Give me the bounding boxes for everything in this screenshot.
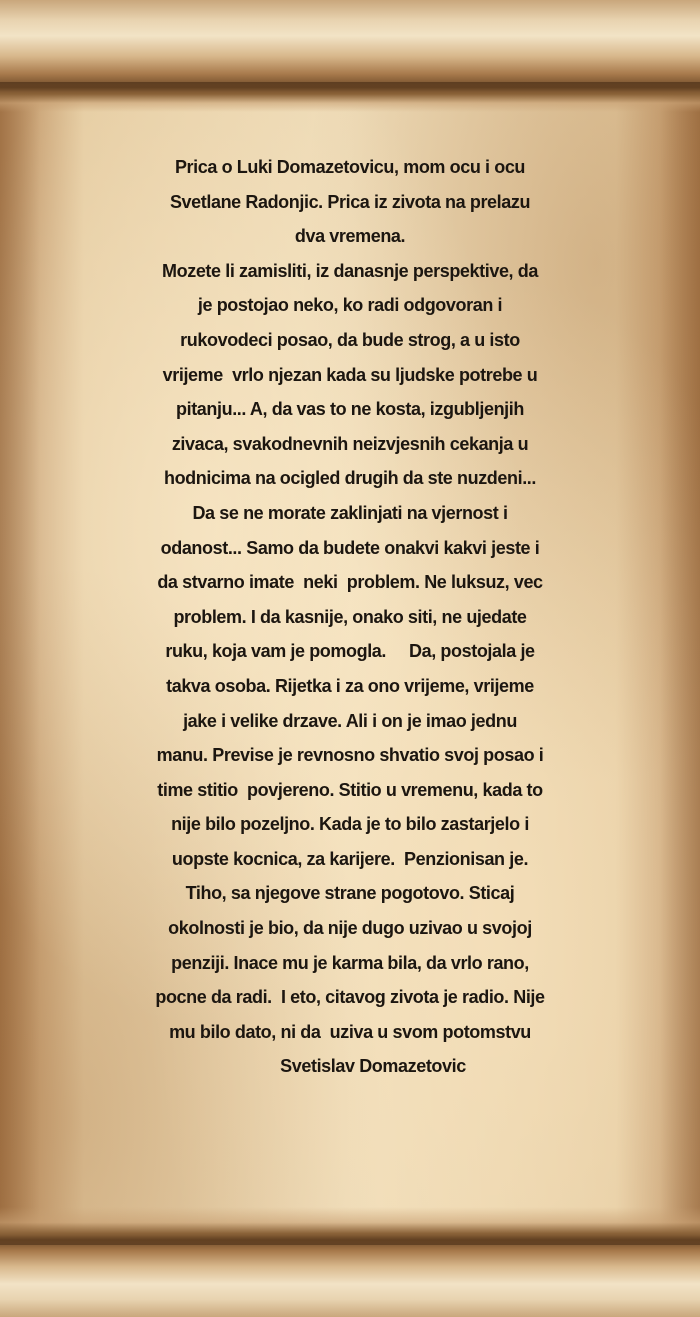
story-line: nije bilo pozeljno. Kada je to bilo zastarjelo i — [171, 814, 529, 835]
story-line: Prica o Luki Domazetovicu, mom ocu i ocu — [174, 157, 526, 177]
story-line: jake i velike drzave. Ali i on je imao jednu — [183, 710, 517, 731]
story-line: takva osoba. Rijetka i za ono vrijeme, vrijeme — [166, 675, 534, 696]
story-line: time stitio povjereno. Stitio u vremenu, kada to — [157, 779, 543, 800]
story-line: problem. I da kasnije, onako siti, ne ujedate — [173, 606, 527, 627]
story-line: vrijeme vrlo njezan kada su ljudske potrebe u — [162, 364, 538, 385]
story-line: pocne da radi. I eto, citavog zivota je radio. Nije — [155, 987, 545, 1008]
story-line: okolnosti je bio, da nije dugo uzivao u svojoj — [168, 918, 532, 939]
story-line: je postojao neko, ko radi odgovoran i — [197, 295, 503, 316]
scroll-top-roll — [0, 0, 700, 112]
story-line: odanost... Samo da budete onakvi kakvi jeste i — [160, 537, 540, 558]
story-line: hodnicima na ocigled drugih da ste nuzdeni... — [163, 468, 537, 489]
story-line: pitanju... A, da vas to ne kosta, izgubljenjih — [176, 399, 524, 420]
story-line: Svetlane Radonjic. Prica iz zivota na prelazu — [169, 191, 531, 212]
story-line: penziji. Inace mu je karma bila, da vrlo rano, — [171, 952, 529, 973]
story-line: Mozete li zamisliti, iz danasnje perspektive, da — [162, 260, 538, 281]
story-line: Tiho, sa njegove strane pogotovo. Sticaj — [185, 883, 515, 904]
story-line: Da se ne morate zaklinjati na vjernost i — [192, 502, 508, 523]
story-line: dva vremena. — [294, 226, 406, 247]
story-text — [0, 150, 700, 1084]
story-line: da stvarno imate neki problem. Ne luksuz, vec — [157, 572, 543, 593]
scroll-bottom-roll-shadow — [0, 1235, 700, 1245]
story-line: manu. Previse je revnosno shvatio svoj posao i — [156, 745, 544, 766]
story-line: zivaca, svakodnevnih neizvjesnih cekanja u — [171, 433, 529, 454]
story-line: ruku, koja vam je pomogla. Da, postojala je — [165, 641, 535, 662]
author-signature: Svetislav Domazetovic — [234, 1056, 466, 1077]
story-line: uopste kocnica, za karijere. Penzionisan je. — [171, 848, 529, 869]
scroll-bottom-roll — [0, 1207, 700, 1317]
story-line: rukovodeci posao, da bude strog, a u isto — [180, 329, 520, 350]
story-line: mu bilo dato, ni da uziva u svom potomstvu — [169, 1021, 531, 1042]
scroll-top-roll-shadow — [0, 82, 700, 92]
